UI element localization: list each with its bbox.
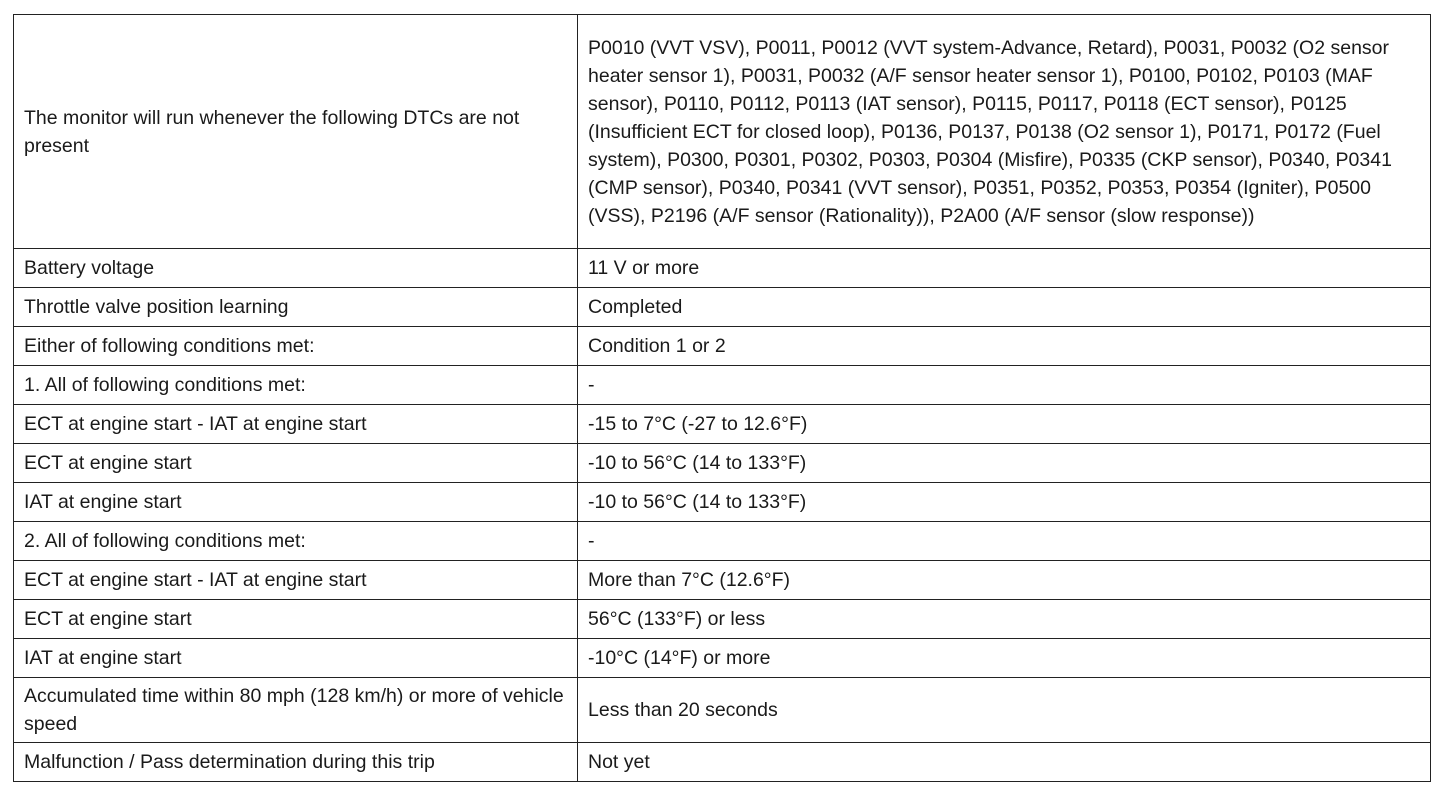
value-cell: Condition 1 or 2 bbox=[578, 327, 1431, 366]
condition-cell: The monitor will run whenever the following DTCs are not present bbox=[14, 15, 578, 249]
condition-cell: Either of following conditions met: bbox=[14, 327, 578, 366]
value-cell: -10°C (14°F) or more bbox=[578, 639, 1431, 678]
condition-cell: Throttle valve position learning bbox=[14, 288, 578, 327]
table-row bbox=[14, 678, 1431, 743]
table-row bbox=[14, 561, 1431, 600]
table-row bbox=[14, 600, 1431, 639]
table-row bbox=[14, 483, 1431, 522]
condition-cell: Accumulated time within 80 mph (128 km/h) or more of vehicle speed bbox=[14, 678, 578, 743]
conditions-table bbox=[13, 14, 1431, 782]
value-cell: - bbox=[578, 366, 1431, 405]
value-cell: -10 to 56°C (14 to 133°F) bbox=[578, 444, 1431, 483]
table-row bbox=[14, 405, 1431, 444]
table-row bbox=[14, 327, 1431, 366]
table-row bbox=[14, 743, 1431, 782]
value-cell: P0010 (VVT VSV), P0011, P0012 (VVT system-Advance, Retard), P0031, P0032 (O2 sensor heater sensor 1), P0031, P0032 (A/F sensor heater sensor 1), P0100, P0102, P0103 (MAF sensor), P0110, P0112, P0113 (IAT sensor), P0115, P0117, P0118 (ECT sensor), P0125 (Insufficient ECT for closed loop), P0136, P0137, P0138 (O2 sensor 1), P0171, P0172 (Fuel system), P0300, P0301, P0302, P0303, P0304 (Misfire), P0335 (CKP sensor), P0340, P0341 (CMP sensor), P0340, P0341 (VVT sensor), P0351, P0352, P0353, P0354 (Igniter), P0500 (VSS), P2196 (A/F sensor (Rationality)), P2A00 (A/F sensor (slow response)) bbox=[578, 15, 1431, 249]
table-row bbox=[14, 249, 1431, 288]
value-cell: 11 V or more bbox=[578, 249, 1431, 288]
conditions-table-body bbox=[14, 15, 1431, 782]
table-row bbox=[14, 366, 1431, 405]
condition-cell: Malfunction / Pass determination during this trip bbox=[14, 743, 578, 782]
condition-cell: ECT at engine start - IAT at engine start bbox=[14, 405, 578, 444]
table-row bbox=[14, 288, 1431, 327]
value-cell: Not yet bbox=[578, 743, 1431, 782]
value-cell: -10 to 56°C (14 to 133°F) bbox=[578, 483, 1431, 522]
condition-cell: IAT at engine start bbox=[14, 639, 578, 678]
value-cell: 56°C (133°F) or less bbox=[578, 600, 1431, 639]
condition-cell: ECT at engine start bbox=[14, 600, 578, 639]
condition-cell: IAT at engine start bbox=[14, 483, 578, 522]
value-cell: - bbox=[578, 522, 1431, 561]
condition-cell: ECT at engine start bbox=[14, 444, 578, 483]
table-row bbox=[14, 15, 1431, 249]
condition-cell: Battery voltage bbox=[14, 249, 578, 288]
value-cell: Completed bbox=[578, 288, 1431, 327]
condition-cell: ECT at engine start - IAT at engine start bbox=[14, 561, 578, 600]
value-cell: -15 to 7°C (-27 to 12.6°F) bbox=[578, 405, 1431, 444]
value-cell: More than 7°C (12.6°F) bbox=[578, 561, 1431, 600]
table-row bbox=[14, 522, 1431, 561]
table-row bbox=[14, 639, 1431, 678]
value-cell: Less than 20 seconds bbox=[578, 678, 1431, 743]
condition-cell: 2. All of following conditions met: bbox=[14, 522, 578, 561]
condition-cell: 1. All of following conditions met: bbox=[14, 366, 578, 405]
table-row bbox=[14, 444, 1431, 483]
